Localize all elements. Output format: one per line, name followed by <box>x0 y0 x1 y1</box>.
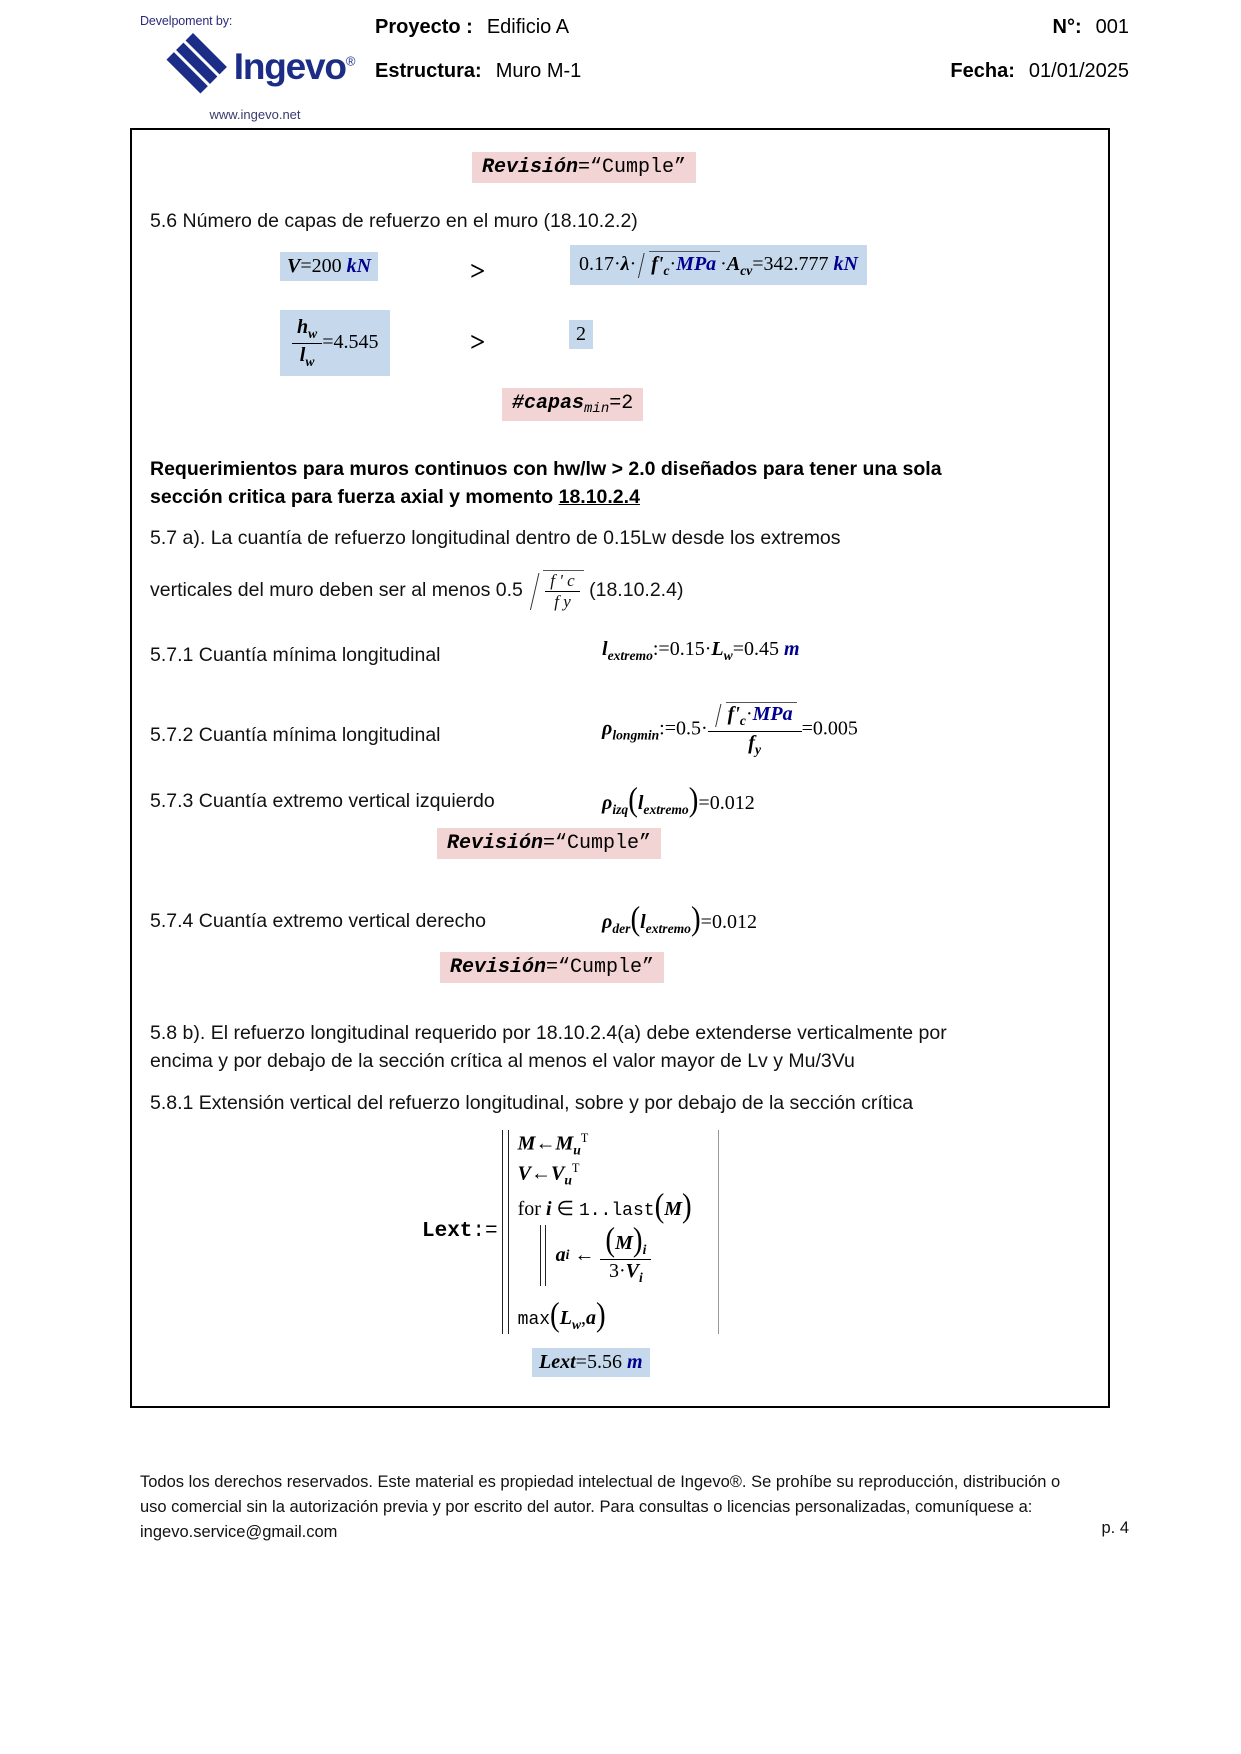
prog-ratio-fraction <box>600 1221 651 1285</box>
prog-Vu-rhs: V <box>550 1162 565 1185</box>
date-row <box>909 60 1129 104</box>
min-layers-eq: = <box>609 392 622 415</box>
rho-dot-572: · <box>745 703 753 725</box>
project-row <box>375 16 995 60</box>
program-line-1 <box>518 1130 692 1160</box>
capacity-dot-2: · <box>629 253 637 275</box>
heading-text-line2: sección critica para fuerza axial y momento <box>150 486 559 508</box>
lext-result-eq: = <box>575 1351 587 1373</box>
revision-top-eq: = <box>578 156 591 179</box>
calculation-frame <box>130 128 1110 1408</box>
section-5-7-2-label: 5.7.2 Cuantía mínima longitudinal <box>150 724 441 746</box>
capacity-value: 342.777 <box>763 253 829 275</box>
prog-M-index: i <box>642 1242 647 1258</box>
contact-email: ingevo.service@gmail.com <box>140 1523 338 1541</box>
lw-symbol-571: L <box>711 638 724 660</box>
prog-loop-index: i <box>545 1198 552 1221</box>
date-value: 01/01/2025 <box>1028 60 1129 82</box>
program-line-2 <box>518 1160 692 1190</box>
date-label: Fecha: <box>950 60 1015 82</box>
revision-der-box <box>440 952 664 983</box>
prog-M-paren-close: ) <box>632 1221 643 1259</box>
rho-der-symbol: ρ <box>602 911 613 933</box>
section-5-7-line2-text: verticales del muro deben ser al menos 0.5 <box>150 579 523 602</box>
prog-den-coefficient: 3 <box>608 1259 619 1282</box>
lext-program-block <box>422 1130 719 1334</box>
rho-longmin-dot: · <box>701 717 708 740</box>
rho-longmin-equation <box>602 702 858 757</box>
lambda-symbol: λ <box>620 253 630 275</box>
lext-result-unit: m <box>626 1351 643 1373</box>
prog-arrow-2: ← <box>530 1162 551 1185</box>
rho-longmin-fraction <box>708 702 802 757</box>
program-line-3 <box>518 1189 692 1224</box>
rho-der-eq: = <box>700 911 712 933</box>
prog-a-subscript: i <box>565 1247 570 1263</box>
program-right-rule <box>718 1130 719 1334</box>
rho-izq-subscript: izq <box>612 802 629 817</box>
rho-longmin-symbol: ρ <box>602 717 613 740</box>
number-value: 001 <box>1095 16 1129 38</box>
hw-subscript: w <box>308 326 318 341</box>
aspect-ratio-fraction <box>292 317 322 369</box>
rho-longmin-eq: = <box>801 717 813 740</box>
rho-izq-equation <box>602 781 755 819</box>
mpa-unit: MPa <box>676 253 717 275</box>
prog-last-arg: M <box>664 1198 683 1221</box>
lw-symbol: l <box>299 343 306 366</box>
l-extremo-dot: · <box>704 638 712 660</box>
revision-izq-label: Revisión <box>447 832 544 855</box>
page-footer <box>140 1470 1100 1545</box>
prog-arrow-1: ← <box>535 1132 556 1155</box>
lw-subscript-571: w <box>723 648 733 663</box>
fc-symbol-572: f' <box>727 703 740 725</box>
section-5-8-1-label: 5.8.1 Extensión vertical del refuerzo longitudinal, sobre y por debajo de la sección crítica <box>150 1092 914 1114</box>
brand-registered-mark: ® <box>345 53 355 69</box>
rho-longmin-subscript: longmin <box>612 727 660 743</box>
prog-den-dot: · <box>618 1259 626 1282</box>
capacity-dot-3: · <box>669 253 677 275</box>
mpa-unit-572: MPa <box>752 703 793 725</box>
header-fields-right <box>909 16 1129 104</box>
section-5-7-line2 <box>150 570 683 612</box>
prog-a-symbol: a <box>555 1243 566 1266</box>
revision-der-label: Revisión <box>450 956 547 979</box>
prog-M-lhs: M <box>517 1132 536 1155</box>
rho-longmin-assign: := <box>659 717 676 740</box>
comparison-operator-1: > <box>470 256 486 286</box>
prog-last-paren-open: ( <box>654 1187 665 1225</box>
fc-subscript-572: c <box>739 713 746 728</box>
lext-program-assign: := <box>472 1220 498 1244</box>
prog-for-keyword: for <box>517 1198 541 1221</box>
rho-izq-arg-subscript: extremo <box>643 802 689 817</box>
min-layers-symbol: #capas <box>512 392 585 415</box>
hw-symbol: h <box>297 316 309 338</box>
l-extremo-equation <box>602 638 800 664</box>
shear-v-box <box>280 252 378 281</box>
prog-Vu-transpose: T <box>571 1160 580 1175</box>
prog-Mu-transpose: T <box>580 1131 589 1145</box>
rho-longmin-value: 0.005 <box>812 717 858 740</box>
fy-symbol-572: f <box>748 731 755 754</box>
acv-subscript: cv <box>740 263 753 278</box>
rho-izq-arg: l <box>637 792 644 814</box>
revision-top-value: “Cumple” <box>590 156 687 179</box>
prog-max-arg1-subscript: w <box>571 1316 582 1332</box>
lext-result-symbol: Lext <box>539 1351 576 1373</box>
min-layers-box <box>502 388 643 421</box>
prog-max-comma: , <box>581 1306 587 1329</box>
l-extremo-eq: = <box>732 638 744 660</box>
rho-der-equation <box>602 900 757 938</box>
prog-V-index: i <box>639 1269 643 1285</box>
page-number: p. 4 <box>1101 1519 1129 1537</box>
project-value: Edificio A <box>486 16 570 38</box>
shear-v-symbol: V <box>287 255 301 277</box>
development-by-label: Develpoment by: <box>140 14 233 28</box>
structure-label: Estructura: <box>375 60 482 82</box>
prog-M-paren-open: ( <box>605 1221 616 1259</box>
section-5-8-line2: encima y por debajo de la sección crítica al menos el valor mayor de Lv y Mu/3Vu <box>150 1050 855 1072</box>
l-extremo-value: 0.45 <box>743 638 779 660</box>
section-5-7-line1: 5.7 a). La cuantía de refuerzo longitudinal dentro de 0.15Lw desde los extremos <box>150 527 841 549</box>
rho-longmin-radical <box>713 702 797 729</box>
prog-max-arg1: L <box>559 1306 572 1329</box>
l-extremo-unit: m <box>783 638 800 660</box>
rho-izq-symbol: ρ <box>602 792 613 814</box>
copyright-line-1: Todos los derechos reservados. Este material es propiedad intelectual de Ingevo®. Se prohíbe su reproducción, distribución o <box>140 1473 1061 1491</box>
page-header <box>0 0 1241 128</box>
prog-arrow-4: ← <box>574 1243 595 1266</box>
rho-der-arg: l <box>640 911 646 933</box>
company-url: www.ingevo.net <box>209 107 301 122</box>
capacity-dot-4: · <box>720 253 727 275</box>
rho-der-paren-open: ( <box>630 900 641 938</box>
section-5-6-title: 5.6 Número de capas de refuerzo en el muro (18.10.2.2) <box>150 210 638 232</box>
capacity-dot-1: · <box>614 253 621 275</box>
number-label: N°: <box>1052 16 1082 38</box>
program-line-5 <box>518 1293 692 1334</box>
prog-last-paren-close: ) <box>682 1187 692 1225</box>
company-logo-block <box>140 14 370 122</box>
capacity-coefficient: 0.17 <box>579 253 614 275</box>
capacity-eq: = <box>752 253 764 275</box>
section-heading-18-10-2-4 <box>150 455 1090 511</box>
ingevo-diamond-svg <box>156 30 230 104</box>
section-5-7-3-label: 5.7.3 Cuantía extremo vertical izquierdo <box>150 790 495 812</box>
l-extremo-subscript: extremo <box>607 648 653 663</box>
prog-max-function: max <box>517 1309 551 1330</box>
aspect-ratio-limit-box <box>569 320 593 349</box>
rho-der-paren-close: ) <box>690 900 701 938</box>
fc-over-fy-fraction <box>545 572 579 612</box>
l-extremo-coefficient: 0.15 <box>669 638 705 660</box>
structure-row <box>375 60 995 104</box>
rho-der-subscript: der <box>612 921 631 936</box>
fy-subscript-572: y <box>754 741 761 757</box>
shear-v-eq: = <box>300 255 312 277</box>
brand-wordmark <box>234 46 354 88</box>
lext-program-name: Lext <box>422 1220 473 1244</box>
prog-Mu-rhs: M <box>555 1132 574 1155</box>
rho-der-value: 0.012 <box>711 911 757 933</box>
min-layers-subscript: min <box>584 401 610 418</box>
revision-izq-eq: = <box>543 832 556 855</box>
fc-numerator: f ' c <box>545 572 579 592</box>
revision-izq-value: “Cumple” <box>555 832 652 855</box>
prog-V-vector: V <box>625 1259 639 1282</box>
prog-in-operator: ∈ <box>556 1198 574 1221</box>
prog-V-lhs: V <box>517 1162 531 1185</box>
l-extremo-symbol: l <box>602 638 608 660</box>
structure-value: Muro M-1 <box>495 60 582 82</box>
fc-symbol: f' <box>651 253 664 275</box>
program-bracket <box>502 1130 509 1334</box>
rho-der-arg-subscript: extremo <box>645 921 691 936</box>
revision-top-label: Revisión <box>482 156 579 179</box>
header-fields <box>375 16 995 104</box>
section-5-7-4-label: 5.7.4 Cuantía extremo vertical derecho <box>150 910 487 932</box>
revision-der-eq: = <box>546 956 559 979</box>
revision-der-value: “Cumple” <box>558 956 655 979</box>
capacity-unit: kN <box>833 253 858 275</box>
prog-Vu-subscript: u <box>564 1172 572 1188</box>
rho-izq-value: 0.012 <box>709 792 755 814</box>
l-extremo-assign: := <box>652 638 670 660</box>
capacity-radical <box>636 251 720 279</box>
prog-M-vector: M <box>615 1232 633 1255</box>
rho-izq-paren-open: ( <box>628 781 638 819</box>
revision-izq-box <box>437 828 661 859</box>
prog-max-paren-close: ) <box>596 1296 606 1333</box>
shear-v-unit: kN <box>346 255 372 277</box>
ingevo-diamond-icon <box>156 30 230 104</box>
revision-top-box <box>472 152 696 183</box>
number-row <box>909 16 1129 60</box>
rho-izq-eq: = <box>698 792 710 814</box>
prog-max-paren-open: ( <box>550 1296 560 1333</box>
comparison-operator-2: > <box>470 327 486 357</box>
prog-range-last: 1..last <box>578 1201 655 1222</box>
section-5-7-1-label: 5.7.1 Cuantía mínima longitudinal <box>150 644 441 666</box>
rho-longmin-coefficient: 0.5 <box>676 717 701 740</box>
shear-v-value: 200 <box>311 255 342 277</box>
aspect-ratio-limit: 2 <box>576 323 586 345</box>
lw-subscript: w <box>305 353 315 369</box>
section-5-7-code-ref: (18.10.2.4) <box>589 579 684 602</box>
rho-izq-paren-close: ) <box>688 781 699 819</box>
aspect-ratio-value: 4.545 <box>333 330 379 353</box>
project-label: Proyecto : <box>375 16 473 38</box>
brand-name: Ingevo <box>233 46 346 87</box>
min-layers-value: 2 <box>621 392 634 415</box>
prog-Mu-subscript: u <box>573 1142 581 1158</box>
aspect-ratio-eq: = <box>322 330 334 353</box>
fc-subscript: c <box>663 263 670 278</box>
heading-text-line1: Requerimientos para muros continuos con hw/lw > 2.0 diseñados para tener una sola <box>150 458 942 480</box>
shear-capacity-box <box>570 245 867 285</box>
lext-result-box <box>532 1348 650 1377</box>
acv-symbol: A <box>726 253 741 275</box>
heading-code-reference: 18.10.2.4 <box>558 486 640 508</box>
rho-min-radical <box>528 570 583 612</box>
copyright-line-2: uso comercial sin la autorización previa y por escrito del autor. Para consultas o licencias personalizadas, comuníquese a: <box>140 1498 1033 1516</box>
aspect-ratio-box <box>280 310 390 376</box>
program-inner-bracket-wrap <box>540 1221 652 1285</box>
program-line-4 <box>518 1221 692 1292</box>
fy-denominator: f y <box>554 592 571 612</box>
program-lines <box>518 1130 692 1334</box>
prog-max-arg2: a <box>586 1306 597 1329</box>
lext-result-value: 5.56 <box>586 1351 622 1373</box>
section-5-8-line1: 5.8 b). El refuerzo longitudinal requerido por 18.10.2.4(a) debe extenderse verticalmente por <box>150 1022 947 1044</box>
